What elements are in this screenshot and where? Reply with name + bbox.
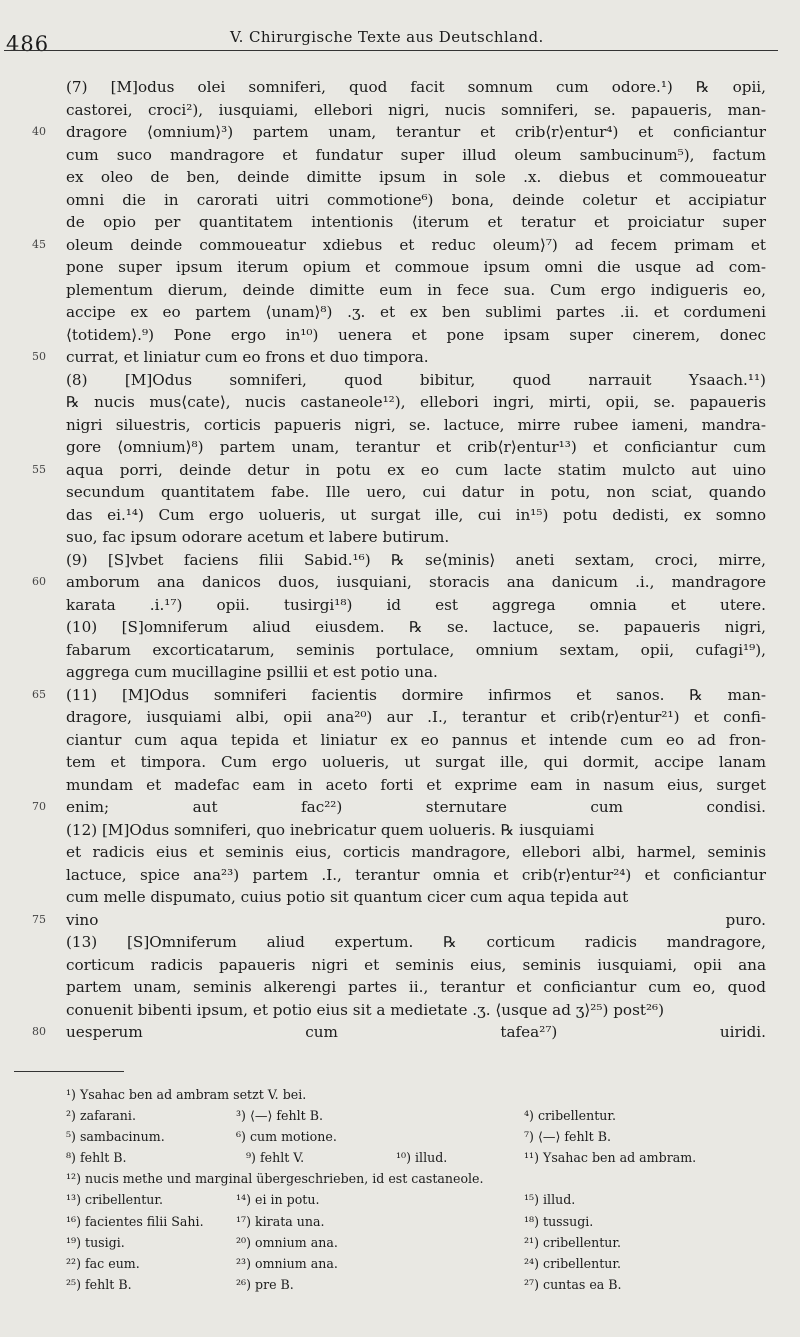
footnote-row [66, 1168, 776, 1189]
text-line [32, 1021, 766, 1044]
text-line [66, 99, 766, 122]
text-line [66, 931, 766, 954]
text-line-content: pone super ipsum iterum opium et commoue ipsum omni die usque ad com- [66, 258, 766, 276]
text-line-content: et radicis eius et seminis eius, corticis mandragore, ellebori albi, harmel, seminis [66, 843, 766, 861]
text-line-content: lactuce, spice ana²³) partem .I., terantur omnia et crib⟨r⟩entur²⁴) et conficiantur [66, 865, 766, 884]
text-line [66, 504, 766, 527]
text-line-content: gore ⟨omnium⟩⁸) partem unam, terantur et crib⟨r⟩entur¹³) et conficiantur cum [66, 438, 766, 456]
footnote-row [66, 1126, 776, 1147]
text-line [66, 391, 766, 414]
main-text [32, 76, 766, 1044]
text-line-content: aggrega cum mucillagine psillii et est potio una. [66, 663, 438, 681]
running-title: V. Chirurgische Texte aus Deutschland. [230, 28, 544, 46]
text-line-content: das ei.¹⁴) Cum ergo uolueris, ut surgat ille, cui in¹⁵) potu dedisti, ex somno [66, 505, 766, 524]
text-line [66, 414, 766, 437]
text-line-content: vino puro. [66, 910, 766, 929]
footnotes [66, 1084, 776, 1295]
footnote: ⁸) fehlt B. [66, 1150, 127, 1166]
footnote-row [66, 1253, 776, 1274]
page-number: 486 [6, 32, 50, 56]
text-line [66, 616, 766, 639]
text-line-content: karata .i.¹⁷) opii. tusirgi¹⁸) id est aggrega omnia et utere. [66, 595, 766, 614]
footnote: ²⁵) fehlt B. [66, 1276, 132, 1292]
footnote: ²⁶) pre B. [236, 1276, 294, 1292]
footnote: ⁵) sambacinum. [66, 1129, 165, 1145]
footnote-rule [14, 1071, 124, 1072]
text-line-content: de opio per quantitatem intentionis ⟨iterum et teratur et proiciatur super [66, 213, 766, 231]
text-line [32, 234, 766, 257]
text-line [66, 481, 766, 504]
page-header [0, 0, 800, 60]
text-line-content: secundum quantitatem fabe. Ille uero, cui datur in potu, non sciat, quando [66, 483, 766, 501]
text-line [66, 189, 766, 212]
footnote: ¹⁶) facientes filii Sahi. [66, 1213, 204, 1229]
text-line [66, 324, 766, 347]
footnote: ²⁷) cuntas ea B. [524, 1276, 622, 1292]
line-number: 60 [32, 575, 46, 588]
text-line-content: uesperum cum tafea²⁷) uiridi. [66, 1023, 766, 1041]
footnote: ²²) fac eum. [66, 1255, 140, 1271]
line-number: 55 [32, 462, 46, 476]
footnote: ²³) omnium ana. [236, 1255, 338, 1271]
text-line [66, 436, 766, 459]
text-line [32, 121, 766, 144]
text-line [66, 211, 766, 234]
text-line-content: suo, fac ipsum odorare acetum et labere butirum. [66, 528, 450, 546]
footnote: ¹⁹) tusigi. [66, 1234, 125, 1250]
text-line [66, 301, 766, 324]
text-line [66, 144, 766, 167]
text-line-content: castorei, croci²), iusquiami, ellebori nigri, nucis somniferi, se. papaueris, man- [66, 100, 766, 119]
text-line [66, 886, 766, 909]
footnote: ¹⁷) kirata una. [236, 1213, 325, 1229]
text-line-content: conuenit bibenti ipsum, et potio eius sit a medietate .ʒ. ⟨usque ad ʒ⟩²⁵) post²⁶) [66, 1000, 665, 1019]
text-line-content: accipe ex eo partem ⟨unam⟩⁸) .ʒ. et ex ben sublimi partes .ii. et cordumeni [66, 303, 766, 321]
text-line-content: aqua porri, deinde detur in potu ex eo cum lacte statim mulcto aut uino [66, 460, 766, 479]
text-line [66, 279, 766, 302]
footnote: ¹⁸) tussugi. [524, 1213, 594, 1229]
text-line-content: partem unam, seminis alkerengi partes ii., terantur et conficiantur cum eo, quod [66, 978, 766, 996]
text-line [66, 706, 766, 729]
text-line-content: corticum radicis papaueris nigri et seminis eius, seminis iusquiami, opii ana [66, 955, 766, 974]
text-line-content: cum melle dispumato, cuius potio sit quantum cicer cum aqua tepida aut [66, 888, 629, 906]
text-line [66, 774, 766, 797]
text-line [66, 841, 766, 864]
text-line-content: ⟨totidem⟩.⁹) Pone ergo in¹⁰) uenera et pone ipsam super cinerem, donec [66, 325, 766, 344]
text-line-content: currat, et liniatur cum eo frons et duo timpora. [66, 348, 429, 366]
text-line [32, 684, 766, 707]
text-line [66, 819, 766, 842]
text-line [66, 976, 766, 999]
text-line [66, 639, 766, 662]
footnote: ¹⁰) illud. [396, 1150, 448, 1166]
footnote: ¹¹) Ysahac ben ad ambram. [524, 1150, 697, 1166]
footnote-row [66, 1084, 776, 1105]
footnote-row [66, 1232, 776, 1253]
line-number: 75 [32, 912, 46, 926]
footnote: ¹) Ysahac ben ad ambram setzt V. bei. [66, 1087, 307, 1102]
footnote: ²⁴) cribellentur. [524, 1255, 622, 1271]
line-number: 70 [32, 800, 46, 813]
text-line-content: dragore ⟨omnium⟩³) partem unam, terantur et crib⟨r⟩entur⁴) et conficiantur [66, 123, 766, 141]
text-line-content: mundam et madefac eam in aceto forti et exprime eam in nasum eius, surget [66, 775, 766, 794]
footnote: ¹³) cribellentur. [66, 1192, 164, 1208]
text-line [66, 166, 766, 189]
text-line-content: ex oleo de ben, deinde dimitte ipsum in sole .x. diebus et commoueatur [66, 168, 766, 186]
footnote-row [66, 1274, 776, 1295]
line-number: 50 [32, 350, 46, 363]
footnote: ²⁰) omnium ana. [236, 1234, 338, 1250]
text-line [66, 661, 766, 684]
text-line [66, 954, 766, 977]
text-line-content: (13) [S]Omniferum aliud expertum. ℞ corticum radicis mandragore, [66, 933, 766, 951]
text-line-content: cum suco mandragore et fundatur super illud oleum sambucinum⁵), factum [66, 145, 766, 164]
text-line [32, 796, 766, 819]
text-line-content: amborum ana danicos duos, iusquiani, storacis ana danicum .i., mandragore [66, 573, 766, 591]
text-line-content: oleum deinde commoueatur xdiebus et reduc oleum⟩⁷) ad fecem primam et [66, 235, 766, 254]
text-line-content: (8) [M]Odus somniferi, quod bibitur, quod narrauit Ysaach.¹¹) [66, 370, 766, 389]
text-line-content: (10) [S]omniferum aliud eiusdem. ℞ se. lactuce, se. papaueris nigri, [66, 618, 766, 636]
line-number: 80 [32, 1025, 46, 1038]
footnote: ¹⁵) illud. [524, 1192, 576, 1208]
footnote-row [66, 1147, 776, 1168]
footnote: ⁷) ⟨—⟩ fehlt B. [524, 1129, 611, 1145]
text-line [66, 256, 766, 279]
text-line-content: (12) [M]Odus somniferi, quo inebricatur quem uolueris. ℞ iusquiami [66, 820, 595, 839]
text-line-content: enim; aut fac²²) sternutare cum condisi. [66, 798, 766, 816]
text-line-content: ciantur cum aqua tepida et liniatur ex eo pannus et intende cum eo ad fron- [66, 730, 766, 749]
text-line [32, 571, 766, 594]
line-number: 65 [32, 687, 46, 701]
text-line [66, 369, 766, 392]
footnote-row [66, 1189, 776, 1210]
footnote: ⁴) cribellentur. [524, 1108, 617, 1124]
line-number: 40 [32, 125, 46, 138]
footnote-row [66, 1211, 776, 1232]
footnote: ⁶) cum motione. [236, 1129, 337, 1145]
text-line [32, 909, 766, 932]
text-line [66, 751, 766, 774]
text-line [66, 999, 766, 1022]
text-line [32, 346, 766, 369]
text-line-content: omni die in carorati uitri commotione⁶) bona, deinde coletur et accipiatur [66, 190, 766, 209]
header-rule [4, 50, 778, 51]
text-line-content: (7) [M]odus olei somniferi, quod facit somnum cum odore.¹) ℞ opii, [66, 78, 766, 96]
text-line-content: dragore, iusquiami albi, opii ana²⁰) aur .I., terantur et crib⟨r⟩entur²¹) et confi- [66, 708, 766, 726]
text-line-content: ℞ nucis mus⟨cate⟩, nucis castaneole¹²), ellebori ingri, mirti, opii, se. papaueris [66, 393, 766, 411]
footnote: ¹²) nucis methe und marginal übergeschrieben, id est castaneole. [66, 1171, 484, 1187]
text-line-content: nigri siluestris, corticis papueris nigri, se. lactuce, mirre rubee iameni, mandra- [66, 415, 766, 434]
footnote-row [66, 1105, 776, 1126]
footnote: ²) zafarani. [66, 1108, 136, 1124]
footnote: ²¹) cribellentur. [524, 1234, 622, 1250]
text-line [66, 729, 766, 752]
text-line [66, 76, 766, 99]
footnote: ⁹) fehlt V. [246, 1150, 305, 1166]
text-line [32, 459, 766, 482]
text-line-content: (9) [S]vbet faciens filii Sabid.¹⁶) ℞ se⟨minis⟩ aneti sextam, croci, mirre, [66, 550, 766, 569]
text-line-content: (11) [M]Odus somniferi facientis dormire infirmos et sanos. ℞ man- [66, 685, 766, 704]
text-line [66, 549, 766, 572]
text-line-content: tem et timpora. Cum ergo uolueris, ut surgat ille, qui dormit, accipe lanam [66, 753, 766, 771]
line-number: 45 [32, 237, 46, 251]
text-line [66, 594, 766, 617]
text-line [66, 864, 766, 887]
footnote: ¹⁴) ei in potu. [236, 1192, 320, 1208]
text-line-content: plementum dierum, deinde dimitte eum in fece sua. Cum ergo indigueris eo, [66, 280, 766, 299]
text-line [66, 526, 766, 549]
footnote: ³) ⟨—⟩ fehlt B. [236, 1108, 323, 1124]
text-line-content: fabarum excorticatarum, seminis portulace, omnium sextam, opii, cufagi¹⁹), [66, 640, 766, 659]
